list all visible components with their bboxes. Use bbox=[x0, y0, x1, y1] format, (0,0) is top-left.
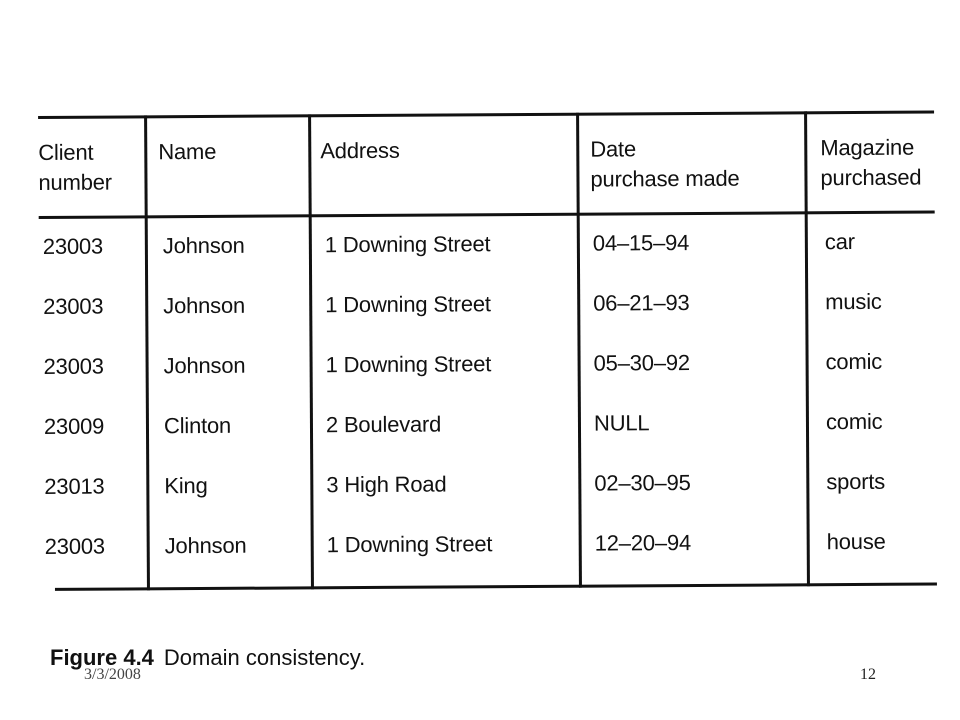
magazine-cell: music bbox=[825, 288, 882, 315]
name-cell: Johnson bbox=[163, 292, 246, 319]
figure-label: Figure 4.4 bbox=[50, 645, 154, 670]
table-top-rule bbox=[38, 111, 934, 119]
table-row bbox=[39, 227, 935, 292]
magazine-cell: sports bbox=[826, 468, 886, 495]
table-row bbox=[41, 527, 937, 592]
date-cell: 04–15–94 bbox=[592, 230, 690, 256]
magazine-cell: comic bbox=[825, 348, 883, 375]
client-number-cell: 23003 bbox=[43, 293, 104, 319]
date-cell: 12–20–94 bbox=[594, 530, 692, 556]
client-number-cell: 23013 bbox=[44, 473, 105, 499]
domain-consistency-table bbox=[38, 99, 937, 592]
address-cell: 1 Downing Street bbox=[324, 231, 491, 258]
client-number-cell: 23003 bbox=[43, 353, 104, 379]
table-row bbox=[40, 407, 936, 472]
address-cell: 1 Downing Street bbox=[325, 291, 491, 318]
name-cell: King bbox=[164, 472, 208, 499]
date-cell: NULL bbox=[593, 410, 650, 436]
date-cell: 06–21–93 bbox=[593, 290, 690, 316]
name-cell: Johnson bbox=[162, 232, 245, 259]
client-number-cell: 23009 bbox=[43, 413, 105, 439]
magazine-cell: car bbox=[824, 229, 855, 255]
table-row bbox=[40, 467, 936, 532]
address-cell: 3 High Road bbox=[326, 471, 447, 498]
magazine-cell: house bbox=[826, 528, 886, 555]
header-address: Address bbox=[320, 137, 400, 164]
figure-caption-text: Domain consistency. bbox=[163, 645, 366, 670]
header-bottom-rule bbox=[39, 211, 935, 219]
address-cell: 1 Downing Street bbox=[325, 351, 492, 378]
client-number-cell: 23003 bbox=[44, 533, 105, 559]
client-number-cell: 23003 bbox=[42, 233, 104, 259]
header-date-purchase-made: Date purchase made bbox=[590, 136, 740, 192]
table-row bbox=[40, 347, 936, 412]
header-magazine-purchased: Magazine purchased bbox=[820, 134, 922, 191]
name-cell: Clinton bbox=[163, 412, 232, 439]
header-client-number: Client number bbox=[38, 139, 112, 195]
name-cell: Johnson bbox=[163, 352, 246, 379]
address-cell: 2 Boulevard bbox=[325, 411, 442, 438]
footer-date: 3/3/2008 bbox=[84, 666, 141, 683]
date-cell: 05–30–92 bbox=[593, 350, 690, 376]
magazine-cell: comic bbox=[825, 408, 883, 435]
date-cell: 02–30–95 bbox=[594, 470, 691, 496]
page-number: 12 bbox=[860, 666, 876, 683]
name-cell: Johnson bbox=[164, 532, 247, 559]
table-row bbox=[39, 287, 935, 352]
address-cell: 1 Downing Street bbox=[326, 531, 493, 558]
header-name: Name bbox=[158, 138, 217, 165]
